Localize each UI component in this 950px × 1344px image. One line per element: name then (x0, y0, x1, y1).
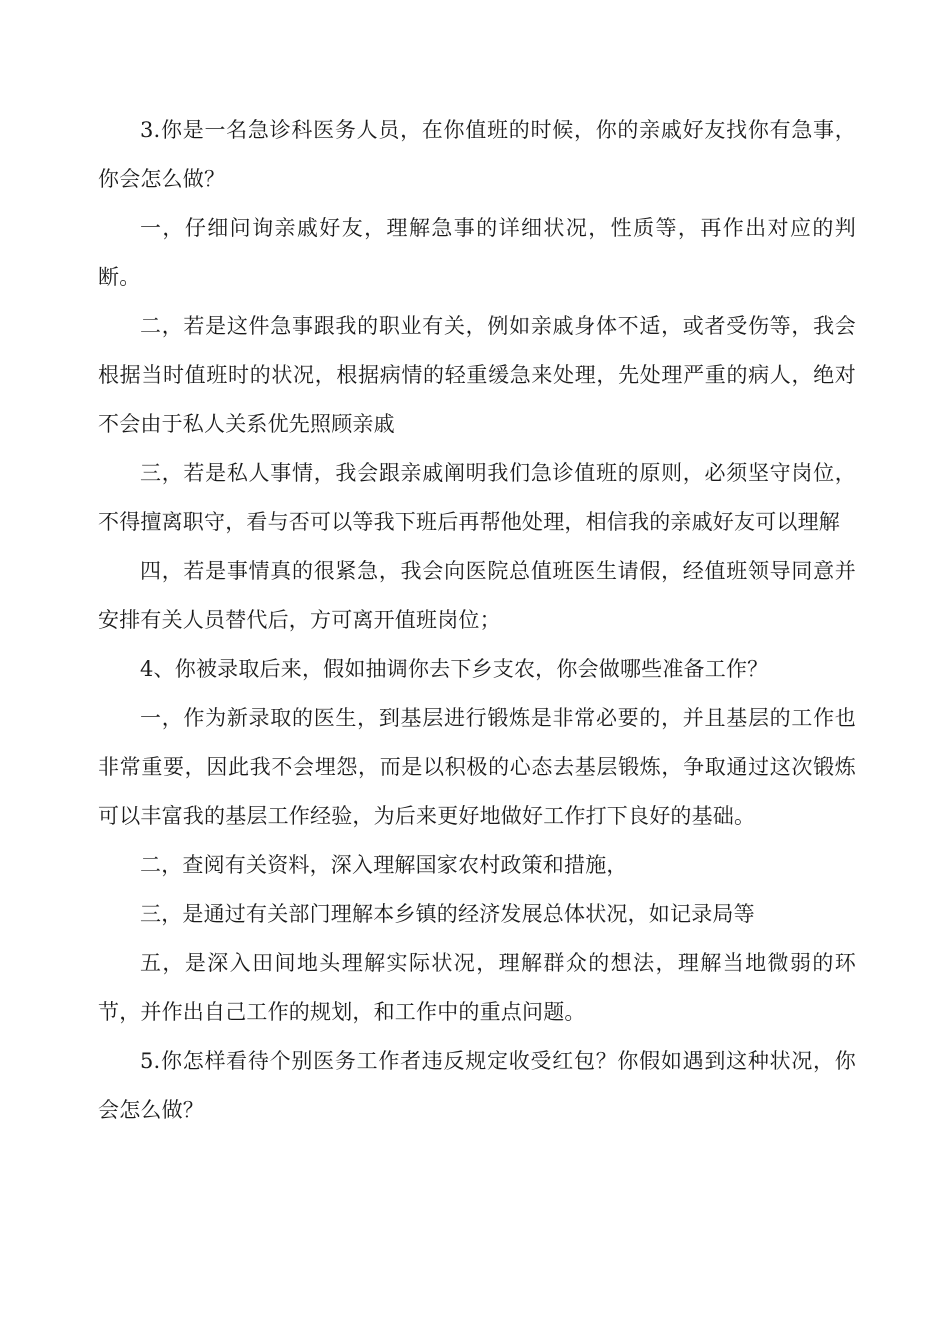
answer-4-point-5: 五，是深入田间地头理解实际状况，理解群众的想法，理解当地微弱的环节，并作出自己工作的规划，和工作中的重点问题。 (98, 951, 856, 1024)
answer-3-point-2: 二，若是这件急事跟我的职业有关，例如亲戚身体不适，或者受伤等，我会根据当时值班时的状况，根据病情的轻重缓急来处理，先处理严重的病人，绝对不会由于私人关系优先照顾亲戚 (98, 314, 856, 436)
answer-3-point-4: 四，若是事情真的很紧急，我会向医院总值班医生请假，经值班领导同意并安排有关人员替代后，方可离开值班岗位； (98, 559, 856, 632)
answer-4-point-1: 一，作为新录取的医生，到基层进行锻炼是非常必要的，并且基层的工作也非常重要，因此我不会埋怨，而是以积极的心态去基层锻炼，争取通过这次锻炼可以丰富我的基层工作经验，为后来更好地做好工作打下良好的基础。 (98, 706, 856, 828)
answer-4-point-3: 三，是通过有关部门理解本乡镇的经济发展总体状况，如记录局等 (140, 902, 755, 926)
answer-4-point-2: 二，查阅有关资料，深入理解国家农村政策和措施， (140, 853, 628, 877)
question-3: 3.你是一名急诊科医务人员，在你值班的时候，你的亲戚好友找你有急事，你会怎么做？ (98, 118, 856, 191)
answer-3-point-3: 三，若是私人事情，我会跟亲戚阐明我们急诊值班的原则，必须坚守岗位，不得擅离职守，看与否可以等我下班后再帮他处理，相信我的亲戚好友可以理解 (98, 461, 856, 534)
document-body (98, 106, 856, 1135)
question-4: 4、你被录取后来，假如抽调你去下乡支农，你会做哪些准备工作？ (140, 657, 769, 681)
answer-3-point-1: 一，仔细问询亲戚好友，理解急事的详细状况，性质等，再作出对应的判断。 (98, 216, 856, 289)
question-5: 5.你怎样看待个别医务工作者违反规定收受红包？你假如遇到这种状况，你会怎么做？ (98, 1049, 856, 1122)
